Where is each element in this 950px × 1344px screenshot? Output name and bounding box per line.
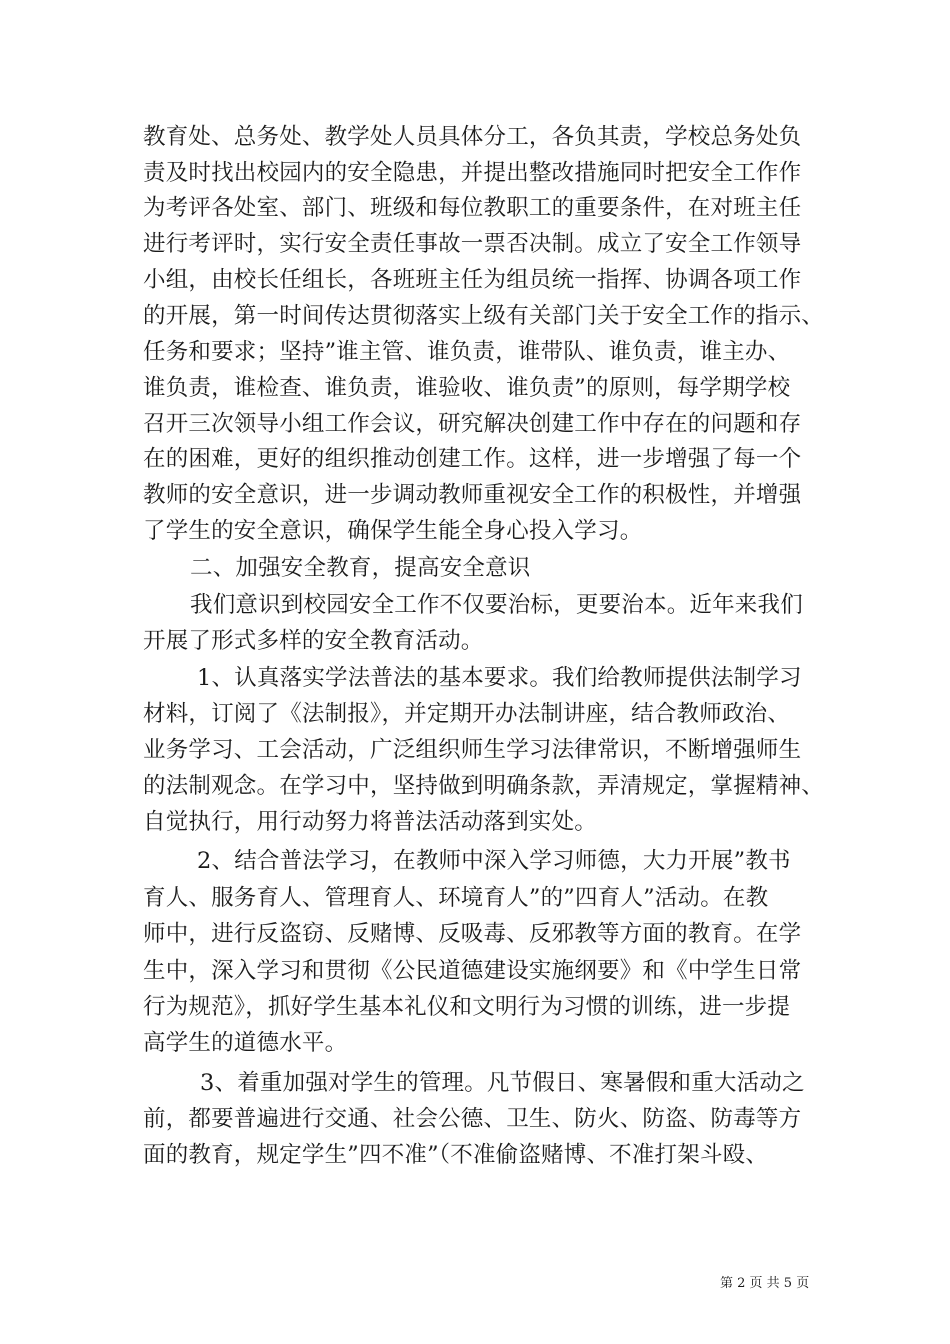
text-line: 面的教育，规定学生”四不准”（不准偷盗赌博、不准打架斗殴、 — [143, 1142, 769, 1168]
text-line: 前，都要普遍进行交通、社会公德、卫生、防火、防盗、防毒等方 — [143, 1106, 802, 1132]
section-heading: 二、加强安全教育，提高安全意识 — [190, 555, 531, 581]
text-line: 行为规范》，抓好学生基本礼仪和文明行为习惯的训练，进一步提 — [143, 994, 791, 1020]
text-line: 教育处、总务处、教学处人员具体分工，各负其责，学校总务处负 — [143, 124, 802, 150]
text-line: 自觉执行，用行动努力将普法活动落到实处。 — [143, 809, 598, 835]
text-line: 2、结合普法学习，在教师中深入学习师德，大力开展”教书 — [197, 848, 791, 874]
text-line: 育人、服务育人、管理育人、环境育人”的”四育人”活动。在教 — [143, 885, 769, 911]
text-line: 教师的安全意识，进一步调动教师重视安全工作的积极性，并增强 — [143, 482, 802, 508]
text-line: 责及时找出校园内的安全隐患，并提出整改措施同时把安全工作作 — [143, 160, 802, 186]
text-line: 3、着重加强对学生的管理。凡节假日、寒暑假和重大活动之 — [200, 1070, 805, 1096]
text-line: 进行考评时，实行安全责任事故一票否决制。成立了安全工作领导 — [143, 231, 802, 257]
text-line: 业务学习、工会活动，广泛组织师生学习法律常识，不断增强师生 — [143, 737, 802, 763]
text-line: 材料，订阅了《法制报》，并定期开办法制讲座，结合教师政治、 — [143, 701, 791, 727]
text-line: 1、认真落实学法普法的基本要求。我们给教师提供法制学习 — [197, 665, 802, 691]
text-line: 谁负责，谁检查、谁负责，谁验收、谁负责”的原则，每学期学校 — [143, 375, 791, 401]
text-line: 了学生的安全意识，确保学生能全身心投入学习。 — [143, 518, 643, 544]
text-line: 任务和要求；坚持”谁主管、谁负责，谁带队、谁负责，谁主办、 — [143, 339, 791, 365]
text-line: 为考评各处室、部门、班级和每位教职工的重要条件，在对班主任 — [143, 195, 802, 221]
text-line: 生中，深入学习和贯彻《公民道德建设实施纲要》和《中学生日常 — [143, 958, 802, 984]
text-line: 的法制观念。在学习中，坚持做到明确条款，弄清规定，掌握精神、 — [143, 773, 825, 799]
text-line: 开展了形式多样的安全教育活动。 — [143, 628, 484, 654]
text-line: 师中，进行反盗窃、反赌博、反吸毒、反邪教等方面的教育。在学 — [143, 921, 802, 947]
text-line: 的开展，第一时间传达贯彻落实上级有关部门关于安全工作的指示、 — [143, 303, 825, 329]
text-line: 小组，由校长任组长，各班班主任为组员统一指挥、协调各项工作 — [143, 267, 802, 293]
text-line: 召开三次领导小组工作会议，研究解决创建工作中存在的问题和存 — [143, 411, 802, 437]
text-line: 在的困难，更好的组织推动创建工作。这样，进一步增强了每一个 — [143, 446, 802, 472]
text-line: 我们意识到校园安全工作不仅要治标，更要治本。近年来我们 — [190, 592, 803, 618]
page-indicator: 第 2 页 共 5 页 — [720, 1276, 810, 1291]
text-line: 高学生的道德水平。 — [143, 1030, 348, 1056]
